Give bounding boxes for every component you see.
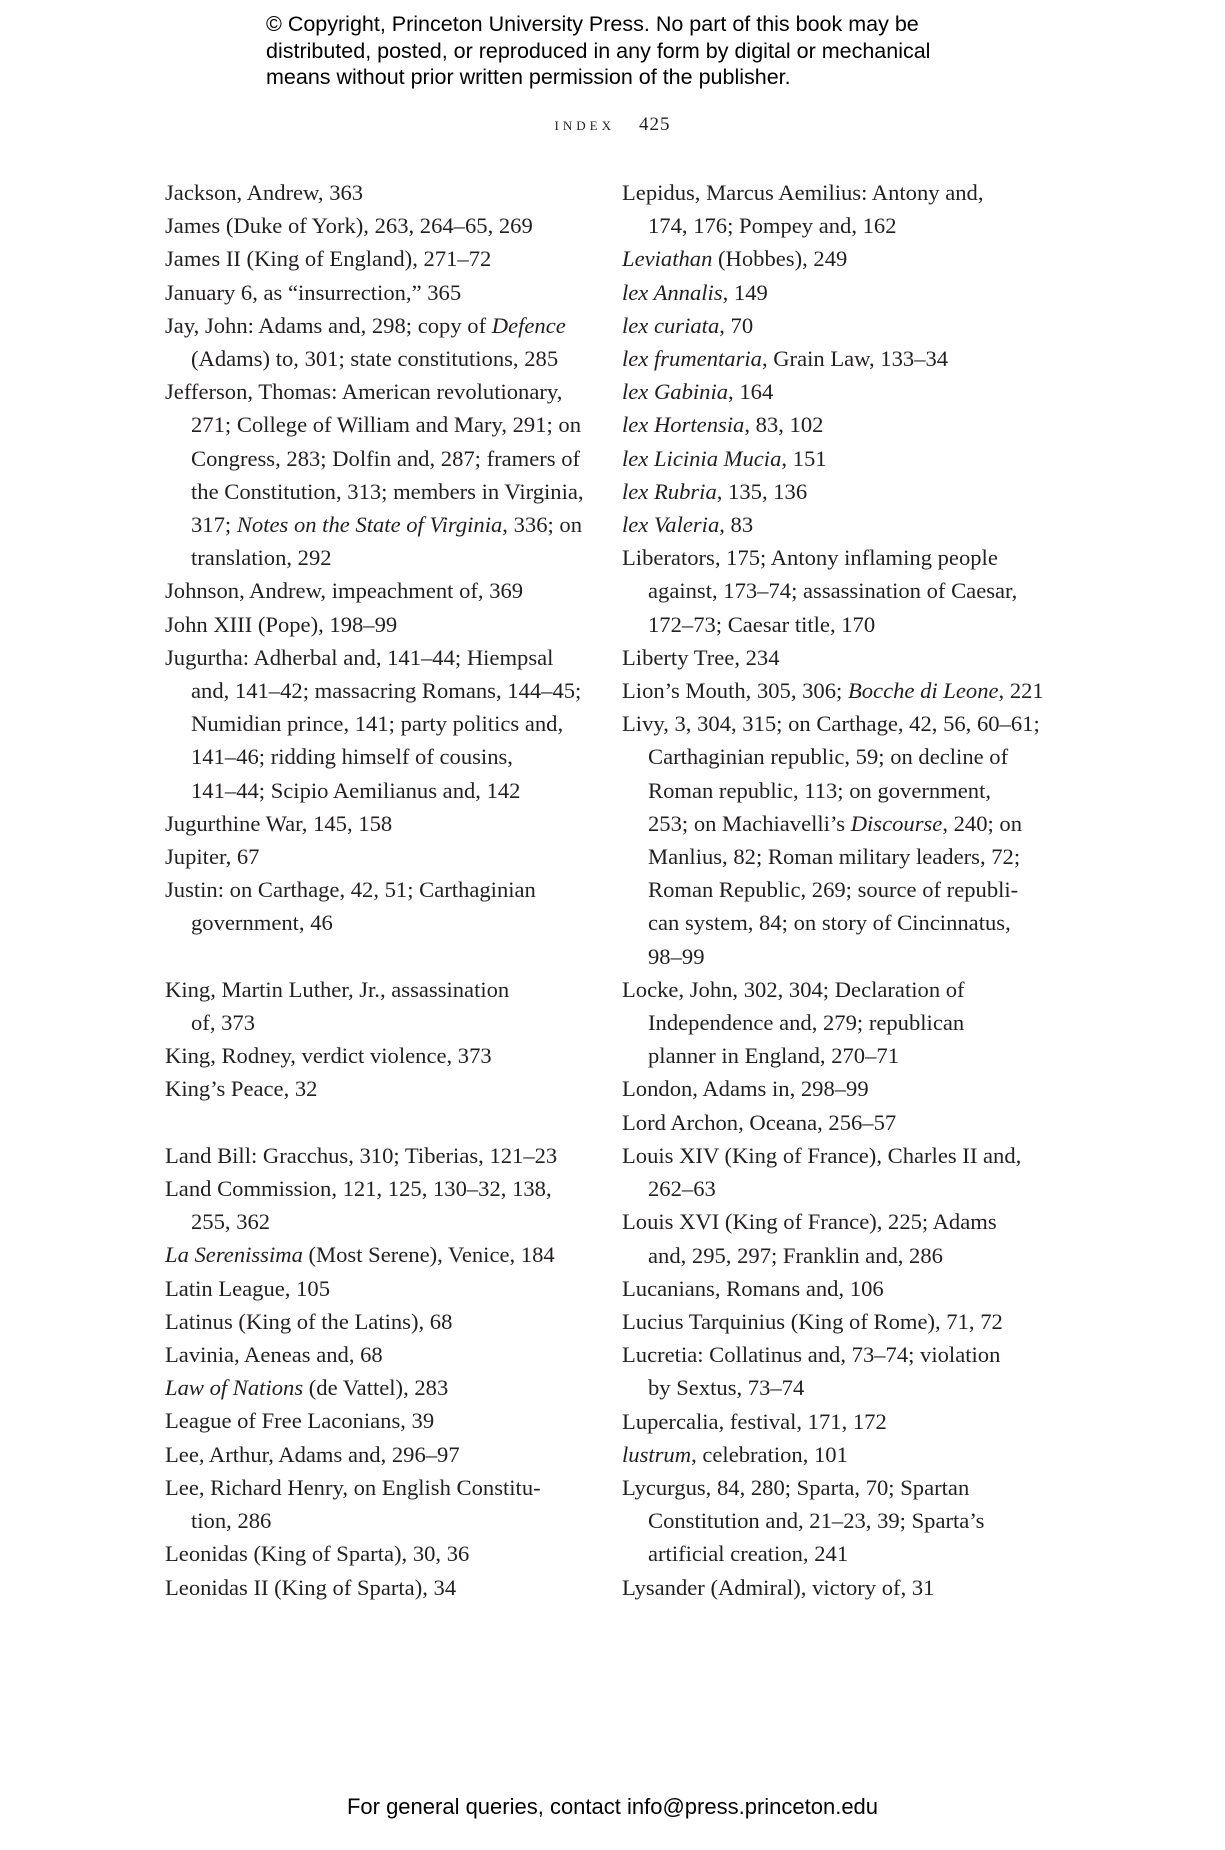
index-entry: John XIII (Pope), 198–99 [165,611,398,637]
index-entry: lex curiata, 70 [622,312,754,338]
index-entry: January 6, as “insurrection,” 365 [165,279,462,305]
index-entry: Lion’s Mouth, 305, 306; Bocche di Leone, 221 [622,678,1044,704]
running-head [0,114,1225,136]
index-entry: Leviathan (Hobbes), 249 [622,246,848,272]
index-entry: Lucretia: Collatinus and, 73–74; violation by Sextus, 73–74 [622,1342,1001,1401]
index-entry: Locke, John, 302, 304; Declaration of Independence and, 279; republican planner in England, 270–71 [622,976,965,1069]
index-entry: lex Valeria, 83 [622,512,754,538]
index-entry: Livy, 3, 304, 315; on Carthage, 42, 56, 60–61; Carthaginian republic, 59; on decline of Roman republic, 113; on government, 253; on Machiavelli’s Discourse, 240; on Manlius, 82; Roman military leaders, 72; Roman Republic, 269; source of republi- can system, 84; on story of Cincinnatus, 98–99 [622,711,1040,969]
index-entry: Liberty Tree, 234 [622,644,780,670]
index-entry: Lord Archon, Oceana, 256–57 [622,1109,897,1135]
index-entry: Land Commission, 121, 125, 130–32, 138, 255, 362 [165,1176,552,1235]
index-column-right [622,176,1062,1604]
page-number: 425 [638,114,671,135]
copyright-line: means without prior written permission of the publisher. [266,65,791,89]
index-entry: lustrum, celebration, 101 [622,1441,848,1467]
index-entry: James II (King of England), 271–72 [165,246,492,272]
footer-contact: For general queries, contact info@press.princeton.edu [346,1794,879,1819]
index-entry: lex Gabinia, 164 [622,379,774,405]
index-entry: Law of Nations (de Vattel), 283 [165,1375,449,1401]
index-entry: Jugurtha: Adherbal and, 141–44; Hiempsal and, 141–42; massacring Romans, 144–45; Numidian prince, 141; party politics and, 141–46; ridding himself of cousins, 141–44; Scipio Aemilianus and, 142 [165,644,582,803]
copyright-line: © Copyright, Princeton University Press. No part of this book may be [266,12,919,36]
index-entry: King, Martin Luther, Jr., assassination of, 373 [165,976,510,1036]
index-entry: Leonidas II (King of Sparta), 34 [165,1574,457,1600]
index-entry: Jay, John: Adams and, 298; copy of Defence (Adams) to, 301; state constitutions, 285 [165,312,566,372]
index-entry: Justin: on Carthage, 42, 51; Carthaginian government, 46 [165,877,536,936]
index-entry: Lucius Tarquinius (King of Rome), 71, 72 [622,1308,1003,1334]
index-entry: League of Free Laconians, 39 [165,1408,435,1434]
index-entry: James (Duke of York), 263, 264–65, 269 [165,213,533,239]
index-entry: Latinus (King of the Latins), 68 [165,1308,453,1334]
index-entry: lex Rubria, 135, 136 [622,478,808,504]
index-entry: Latin League, 105 [165,1275,330,1301]
index-entry: Leonidas (King of Sparta), 30, 36 [165,1541,470,1567]
index-entry: Lucanians, Romans and, 106 [622,1275,884,1301]
index-entry: Louis XIV (King of France), Charles II and, 262–63 [622,1142,1022,1202]
index-entry: Lee, Richard Henry, on English Constitu- tion, 286 [165,1474,541,1534]
copyright-line: distributed, posted, or reproduced in any form by digital or mechanical [266,38,931,63]
index-entry: Liberators, 175; Antony inflaming people against, 173–74; assassination of Caesar, 172–73; Caesar title, 170 [622,545,1018,637]
index-entry: Jefferson, Thomas: American revolutionary, 271; College of William and Mary, 291; on Congress, 283; Dolfin and, 287; framers of the Constitution, 313; members in Virginia, 317; Notes on the State of Virginia, 336; on translation, 292 [165,379,584,571]
index-entry: Jackson, Andrew, 363 [165,180,364,205]
index-entry: Lupercalia, festival, 171, 172 [622,1408,887,1434]
index-entry: La Serenissima (Most Serene), Venice, 184 [165,1242,555,1268]
index-entry: Johnson, Andrew, impeachment of, 369 [165,578,524,604]
index-entry: Lepidus, Marcus Aemilius: Antony and, 174, 176; Pompey and, 162 [622,180,984,239]
index-entry: Lysander (Admiral), victory of, 31 [622,1574,935,1600]
index-entry: Jupiter, 67 [165,844,260,870]
index-entry: Louis XVI (King of France), 225; Adams and, 295, 297; Franklin and, 286 [622,1209,997,1268]
index-entry: Lycurgus, 84, 280; Sparta, 70; Spartan Constitution and, 21–23, 39; Sparta’s artificial creation, 241 [622,1474,985,1567]
index-column-left [165,176,605,1604]
index-entry: lex Hortensia, 83, 102 [622,412,824,438]
index-entry: lex frumentaria, Grain Law, 133–34 [622,346,949,372]
index-entry: Lavinia, Aeneas and, 68 [165,1342,383,1368]
running-head-title: index [554,114,615,135]
index-entry: lex Licinia Mucia, 151 [622,445,827,471]
index-entry: lex Annalis, 149 [622,279,768,305]
index-entry: London, Adams in, 298–99 [622,1076,869,1102]
copyright-notice [266,11,1026,91]
index-entry: King, Rodney, verdict violence, 373 [165,1043,492,1069]
index-entry: King’s Peace, 32 [165,1076,318,1102]
index-entry: Land Bill: Gracchus, 310; Tiberias, 121–23 [165,1142,558,1168]
index-entry: Jugurthine War, 145, 158 [165,810,393,836]
index-entry: Lee, Arthur, Adams and, 296–97 [165,1441,460,1467]
